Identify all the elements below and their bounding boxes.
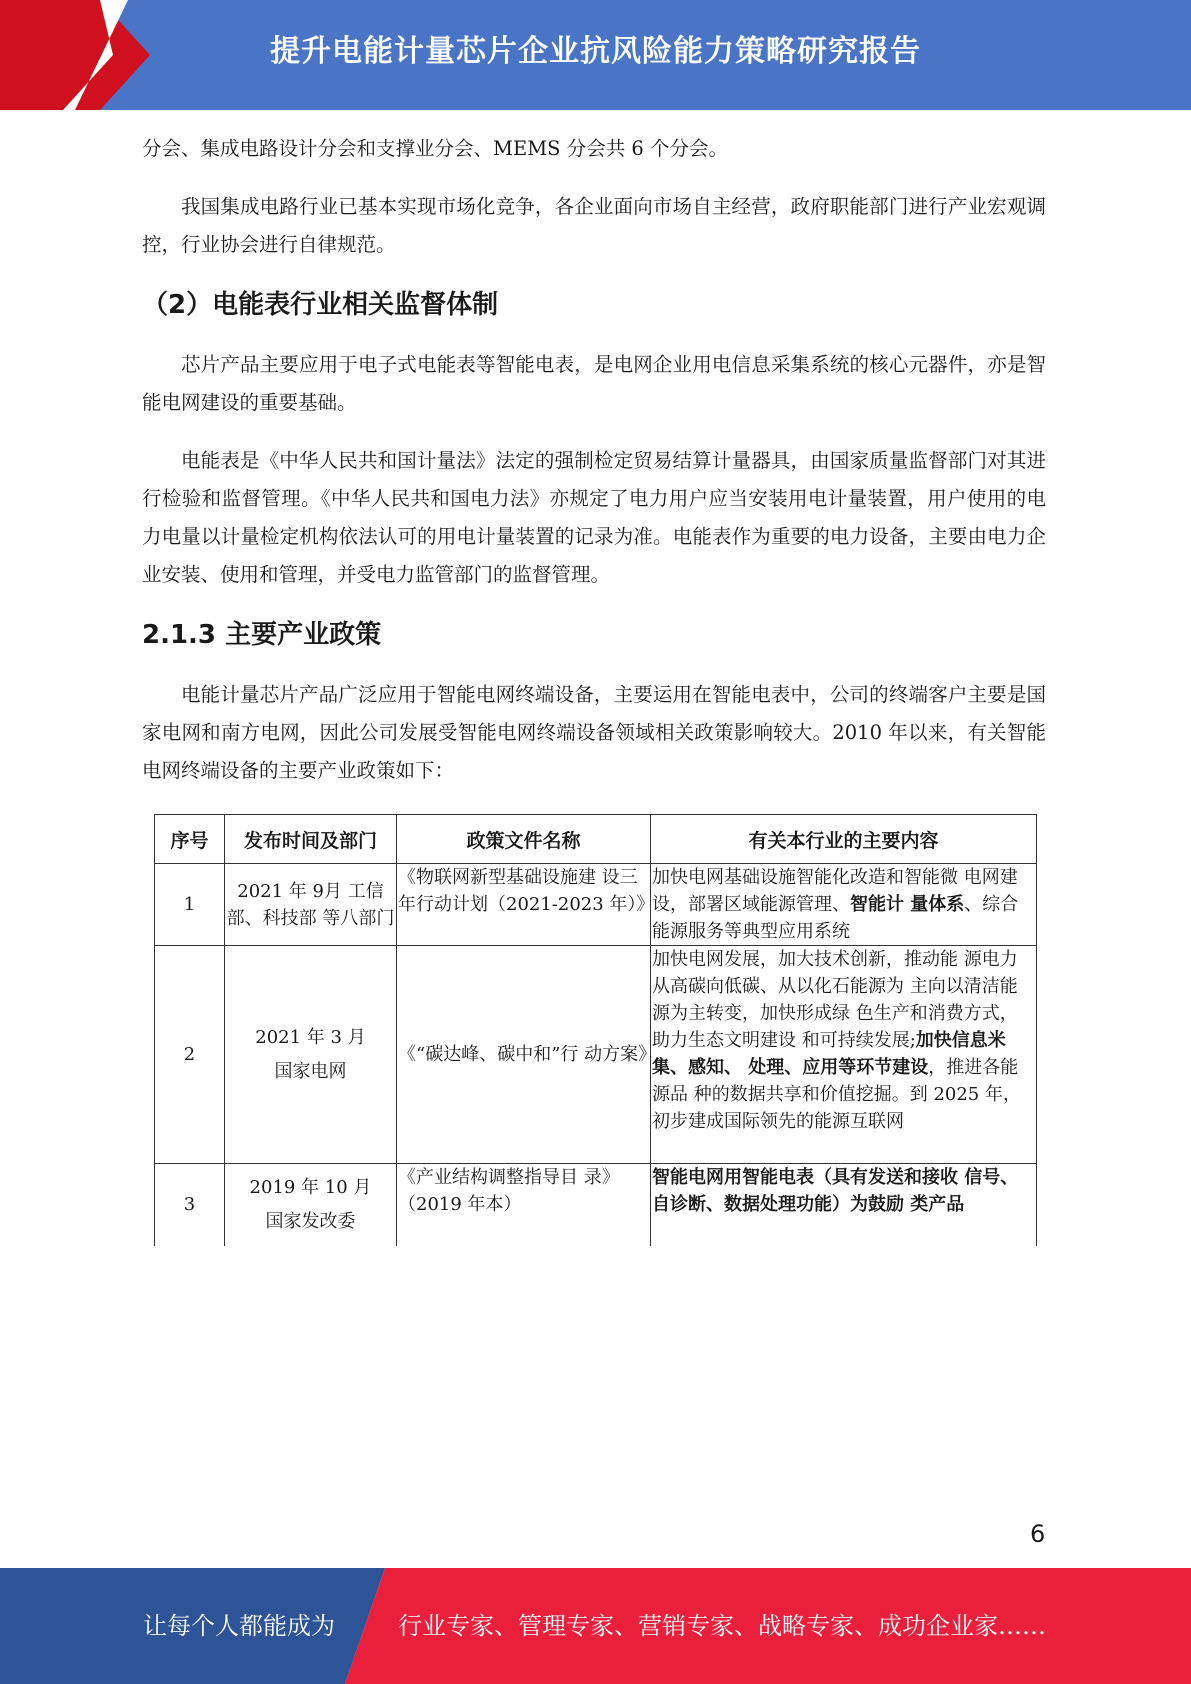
dept-line: 国家发改委 <box>265 1210 356 1232</box>
content-bold-text: 加快信息米集、感知、 处理、应用等环节建设 <box>652 1030 1006 1078</box>
cell-dept <box>225 864 397 946</box>
report-title: 提升电能计量芯片企业抗风险能力策略研究报告 <box>270 34 921 69</box>
cell-no: 2 <box>155 946 225 1164</box>
paragraph-chip-application: 芯片产品主要应用于电子式电能表等智能电表，是电网企业用电信息采集系统的核心元器件，亦是智能电网建设的重要基础。 <box>142 353 1046 414</box>
cell-doc: 《“碳达峰、碳中和”行 动方案》 <box>397 946 651 1164</box>
cell-dept <box>225 1164 397 1246</box>
cell-content <box>651 946 1037 1164</box>
footer-slogan-left: 让每个人都能成为 <box>143 1612 335 1640</box>
table-row <box>155 946 1037 1164</box>
cell-no: 1 <box>155 864 225 946</box>
dept-line: 国家电网 <box>274 1060 347 1082</box>
content-bold-text: 智能计 量体系 <box>850 894 965 915</box>
page-footer <box>0 1568 1191 1684</box>
content-text: ，推进各能源品 种的数据共享和价值挖掘。到 2025 年， 初步建成国际领先的能源互联网 <box>652 1057 1021 1132</box>
cell-dept <box>225 946 397 1164</box>
content-text: 、综合能源服务等典型应用系统 <box>652 894 1019 942</box>
cell-doc: 《物联网新型基础设施建 设三年行动计划（2021-2023 年）》 <box>397 864 651 946</box>
table-header-row <box>155 815 1037 864</box>
paragraph-meter-law: 电能表是《中华人民共和国计量法》法定的强制检定贸易结算计量器具，由国家质量监督部门对其进行检验和监督管理。《中华人民共和国电力法》亦规定了电力用户应当安装用电计量装置，用户使用的电力电量以计量检定机构依法认可的用电计量装置的记录为准。电能表作为重要的电力设备，主要由电力企业安装、使用和管理，并受电力监管部门的监督管理。 <box>142 449 1046 586</box>
page-number: 6 <box>1030 1520 1046 1548</box>
table-row <box>155 864 1037 946</box>
col-header-no: 序号 <box>155 815 225 864</box>
cell-doc: 《产业结构调整指导目 录》（2019 年本） <box>397 1164 651 1246</box>
footer-slogan-right: 行业专家、管理专家、营销专家、战略专家、成功企业家…… <box>398 1612 1046 1640</box>
dept-line: 2021 年 9月 工信部、科技部 等八部门 <box>226 880 395 929</box>
content-text: 加快电网发展，加大技术创新，推动能 源电力从高碳向低碳、从以化石能源为 主向以清洁能源为主转变，加快形成绿 色生产和消费方式，助力生态文明建设 和可持续发展; <box>652 949 1018 1051</box>
table-row <box>155 1164 1037 1246</box>
paragraph-associations: 分会、集成电路设计分会和支撑业分会、MEMS 分会共 6 个分会。 <box>142 137 729 160</box>
policy-table <box>154 814 1037 1246</box>
section-heading-policy: 2.1.3 主要产业政策 <box>142 620 382 650</box>
paragraph-market-competition: 我国集成电路行业已基本实现市场化竞争，各企业面向市场自主经营，政府职能部门进行产业宏观调控，行业协会进行自律规范。 <box>142 195 1046 256</box>
page-body <box>142 130 1046 1246</box>
cell-content <box>651 1164 1037 1246</box>
col-header-content: 有关本行业的主要内容 <box>651 815 1037 864</box>
cell-no: 3 <box>155 1164 225 1246</box>
col-header-dept: 发布时间及部门 <box>225 815 397 864</box>
dept-line: 2019 年 10 月 <box>249 1176 372 1198</box>
content-text: 加快电网基础设施智能化改造和智能微 电网建设，部署区域能源管理、 <box>652 867 1018 915</box>
page-header <box>0 0 1191 110</box>
cell-content <box>651 864 1037 946</box>
dept-line: 2021 年 3 月 <box>255 1026 366 1048</box>
paragraph-policy-intro: 电能计量芯片产品广泛应用于智能电网终端设备，主要运用在智能电表中，公司的终端客户主要是国家电网和南方电网，因此公司发展受智能电网终端设备领域相关政策影响较大。2010 年以来，有关智能电网终端设备的主要产业政策如下： <box>142 683 1046 782</box>
col-header-doc: 政策文件名称 <box>397 815 651 864</box>
section-heading-supervision: （2）电能表行业相关监督体制 <box>142 290 499 320</box>
content-bold-text: 智能电网用智能电表（具有发送和接收 信号、自诊断、数据处理功能）为鼓励 类产品 <box>652 1167 1019 1215</box>
